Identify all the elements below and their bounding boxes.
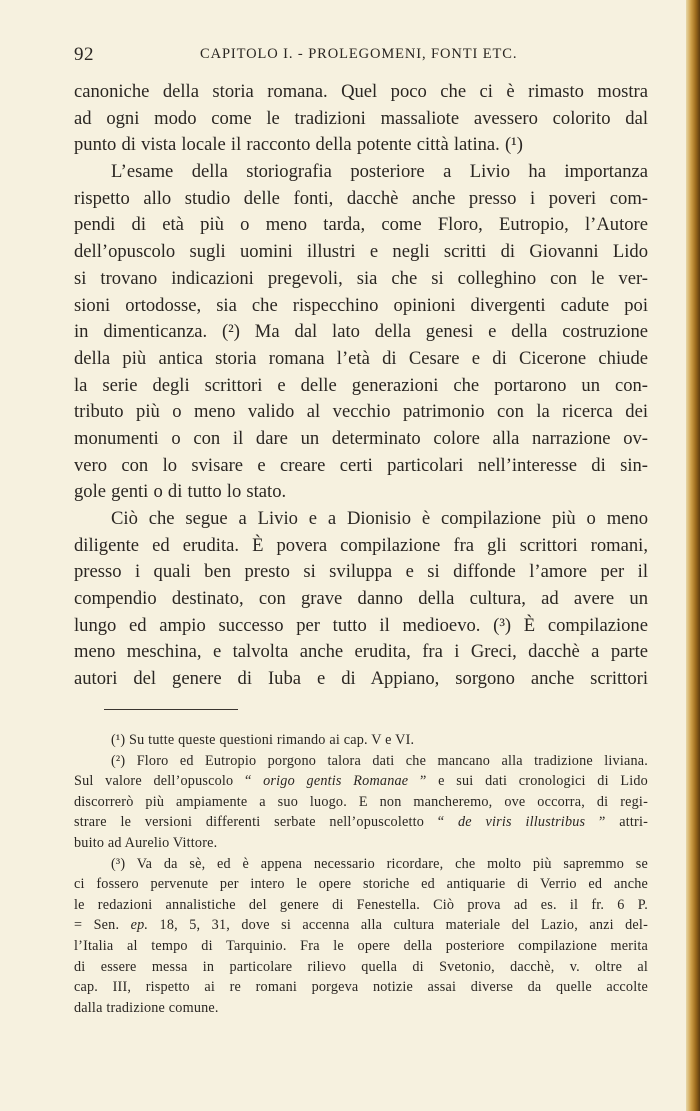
body-line: meno meschina, e talvolta anche erudita, fra i Greci, dacchè a parte: [74, 641, 648, 663]
footnote-1-line: (¹) Su tutte queste questioni rimando ai cap. V e VI.: [111, 732, 415, 748]
body-line: si trovano indicazioni pregevoli, sia che si colleghino con le ver-: [74, 267, 648, 289]
body-line: monumenti o con il dare un determinato colore alla narrazione ov-: [74, 427, 648, 449]
footnote-text: ” e sui dati cronologici di Lido: [408, 773, 648, 790]
footnote-3-line: le redazioni annalistiche del genere di Fenestella. Ciò prova ad es. il fr. 6 P.: [74, 896, 648, 913]
body-line: la serie degli scrittori e delle generazioni che portarono un con-: [74, 374, 648, 396]
footnote-2-line: discorrerò più ampiamente a suo luogo. E non mancheremo, ove occorra, di regi-: [74, 793, 648, 810]
page-number: 92: [74, 44, 94, 65]
footnote-3-line: cap. III, rispetto ai re romani porgeva notizie assai diverse da quelle accolte: [74, 979, 648, 996]
body-line: rispetto allo studio delle fonti, dacchè anche presso i poveri com-: [74, 187, 648, 209]
body-line: presso i quali ben presto si sviluppa e si diffonde l’amore per il: [74, 561, 648, 583]
footnote-text: strare le versioni differenti serbate nell’opuscoletto “: [74, 814, 459, 831]
footnote-italic-title: origo gentis Romanae: [263, 773, 409, 790]
footnote-text: 18, 5, 31, dove si accenna alla cultura materiale del Lazio, anzi del-: [148, 917, 648, 934]
body-line: gole genti o di tutto lo stato.: [74, 481, 287, 503]
footnotes: [74, 730, 648, 1018]
body-line: dell’opuscolo sugli uomini illustri e negli scritti di Giovanni Lido: [74, 241, 648, 263]
body-line: L’esame della storiografia posteriore a Livio ha importanza: [111, 161, 648, 183]
body-line: Ciò che segue a Livio e a Dionisio è compilazione più o meno: [111, 508, 648, 529]
page-edge-shading: [686, 0, 700, 1111]
body-line: sioni ortodosse, sia che rispecchino opinioni divergenti cadute poi: [74, 294, 648, 316]
body-line: della più antica storia romana l’età di Cesare e di Cicerone chiude: [74, 347, 648, 369]
body-line: compendio destinato, con grave danno della cultura, ad avere un: [74, 588, 648, 610]
footnote-text: ” attri-: [585, 814, 649, 831]
footnote-3-line: ci fossero pervenute per intero le opere storiche ed antiquarie di Verrio ed anche: [74, 876, 648, 893]
body-line: in dimenticanza. (²) Ma dal lato della genesi e della costruzione: [74, 321, 648, 343]
footnote-3-line: [74, 915, 648, 936]
body-line: punto di vista locale il racconto della potente città latina. (¹): [74, 134, 523, 156]
body-line: lungo ed ampio successo per tutto il medioevo. (³) È compilazione: [74, 614, 648, 636]
footnote-italic-abbrev: ep.: [130, 917, 149, 934]
footnote-3-line: (³) Va da sè, ed è appena necessario ricordare, che molto più sapremmo se: [111, 855, 648, 872]
body-line: pendi di età più o meno tarda, come Floro, Eutropio, l’Autore: [74, 214, 648, 236]
body-line: tributo più o meno valido al vecchio patrimonio con la ricerca dei: [74, 401, 648, 423]
footnote-2-line: (²) Floro ed Eutropio porgono talora dati che mancano alla tradizione liviana.: [111, 752, 648, 769]
footnote-text: Sul valore dell’opuscolo “: [74, 773, 264, 790]
footnote-3-line: di essere messa in particolare rilievo quella di Svetonio, dacchè, v. oltre al: [74, 958, 648, 975]
footnote-3-line: l’Italia al tempo di Tarquinio. Fra le opere della posteriore compilazione merita: [74, 937, 648, 954]
footnote-3-line: dalla tradizione comune.: [74, 999, 219, 1016]
body-text: [74, 79, 648, 693]
footnote-2-line: [74, 771, 648, 792]
body-line: diligente ed erudita. È povera compilazione fra gli scrittori romani,: [74, 534, 648, 556]
footnote-italic-title: de viris illustribus: [458, 814, 586, 831]
footnote-separator: [104, 709, 238, 710]
footnote-text: = Sen.: [74, 917, 131, 934]
footnote-2-line: [74, 812, 648, 833]
body-line: autori del genere di Iuba e di Appiano, sorgono anche scrittori: [74, 668, 648, 690]
running-title: CAPITOLO I. - PROLEGOMENI, FONTI ETC.: [200, 46, 518, 62]
body-line: canoniche della storia romana. Quel poco che ci è rimasto mostra: [74, 81, 648, 102]
body-line: vero con lo svisare e creare certi particolari nell’interesse di sin-: [74, 454, 648, 476]
footnote-2-line: buito ad Aurelio Vittore.: [74, 834, 218, 851]
page-header: [74, 44, 648, 68]
body-line: ad ogni modo come le tradizioni massaliote avessero colorito dal: [74, 107, 648, 129]
